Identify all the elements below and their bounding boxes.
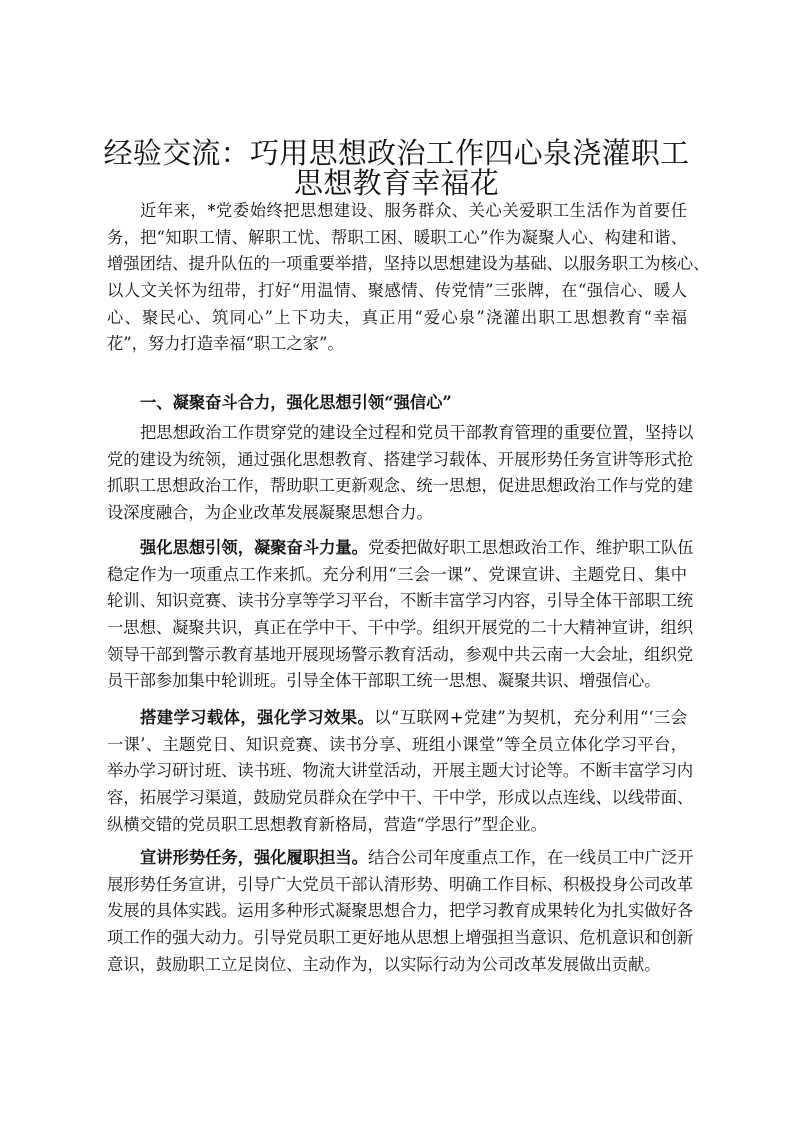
text-line: 领导干部到警示教育基地开展现场警示教育活动，参观中共云南一大会址，组织党 bbox=[107, 644, 694, 664]
text-line bbox=[107, 535, 694, 562]
text-line: 员干部参加集中轮训班。引导全体干部职工统一思想、凝聚共识、增强信心。 bbox=[107, 671, 661, 691]
text-line: 把思想政治工作贯穿党的建设全过程和党员干部教育管理的重要位置，坚持以 bbox=[140, 423, 694, 442]
text-line: 展形势任务宣讲，引导广大党员干部认清形势、明确工作目标、积极投身公司改革 bbox=[107, 874, 694, 894]
text-run: 党委把做好职工思想政治工作、维护职工队伍 bbox=[367, 538, 694, 557]
subsection-paragraph-1 bbox=[107, 535, 694, 695]
subsection-paragraph-3 bbox=[107, 845, 694, 978]
text-line bbox=[107, 705, 687, 732]
text-line: 增强团结、提升队伍的一项重要举措，坚持以思想建设为基础、以服务职工为核心、 bbox=[107, 254, 710, 274]
text-line: 设深度融合，为企业改革发展凝聚思想合力。 bbox=[107, 503, 433, 523]
lead-sentence: 强化思想引领，凝聚奋斗力量。 bbox=[140, 538, 368, 557]
text-line: 一课’、主题党日、知识竞赛、读书分享、班组小课堂”等全员立体化学习平台， bbox=[107, 734, 687, 754]
text-line: 项工作的强大动力。引导党员职工更好地从思想上增强担当意识、危机意识和创新 bbox=[107, 928, 694, 948]
text-line: 一思想、凝聚共识，真正在学中干、干中学。组织开展党的二十大精神宣讲，组织 bbox=[107, 618, 694, 638]
document-title-line-1: 经验交流：巧用思想政治工作四心泉浇灌职工 bbox=[103, 136, 690, 170]
section-heading bbox=[107, 390, 687, 417]
text-line: 轮训、知识竞赛、读书分享等学习平台，不断丰富学习内容，引导全体干部职工统 bbox=[107, 591, 694, 611]
text-line: 花”，努力打造幸福“职工之家”。 bbox=[107, 334, 344, 354]
intro-paragraph bbox=[107, 198, 710, 358]
text-line: 党的建设为统领，通过强化思想教育、搭建学习载体、开展形势任务宣讲等形式抢 bbox=[107, 449, 694, 469]
text-line bbox=[107, 845, 694, 872]
text-line: 意识，鼓励职工立足岗位、主动作为，以实际行动为公司改革发展做出贡献。 bbox=[107, 954, 661, 974]
section-paragraph bbox=[107, 420, 694, 527]
text-line: 纵横交错的党员职工思想教育新格局，营造“学思行”型企业。 bbox=[107, 814, 547, 834]
text-line: 务，把“知职工情、解职工忧、帮职工困、暖职工心”作为凝聚人心、构建和谐、 bbox=[107, 227, 687, 247]
lead-sentence: 宣讲形势任务，强化履职担当。 bbox=[140, 848, 368, 867]
text-line: 容，拓展学习渠道，鼓励党员群众在学中干、干中学，形成以点连线、以线带面、 bbox=[107, 788, 694, 808]
text-run: 以“互联网+党建”为契机，充分利用“‘三会 bbox=[374, 708, 687, 727]
text-line: 稳定作为一项重点工作来抓。充分利用“三会一课”、党课宣讲、主题党日、集中 bbox=[107, 564, 687, 584]
text-line: 心、聚民心、筑同心”上下功夫，真正用“爱心泉”浇灌出职工思想教育“幸福 bbox=[107, 307, 687, 327]
text-line: 抓职工思想政治工作，帮助职工更新观念、统一思想，促进思想政治工作与党的建 bbox=[107, 476, 694, 496]
lead-sentence: 搭建学习载体，强化学习效果。 bbox=[140, 708, 375, 727]
heading-text: 一、凝聚奋斗合力，强化思想引领“强信心” bbox=[140, 393, 452, 412]
document-title-line-2: 思想教育幸福花 bbox=[293, 166, 500, 200]
text-run: 结合公司年度重点工作，在一线员工中广泛开 bbox=[367, 848, 694, 867]
text-line: 近年来，*党委始终把思想建设、服务群众、关心关爱职工生活作为首要任 bbox=[140, 201, 687, 220]
text-line: 举办学习研讨班、读书班、物流大讲堂活动，开展主题大讨论等。不断丰富学习内 bbox=[107, 761, 694, 781]
text-line: 以人文关怀为纽带，打好“用温情、聚感情、传党情”三张牌，在“强信心、暖人 bbox=[107, 281, 687, 301]
subsection-paragraph-2 bbox=[107, 705, 694, 838]
text-line: 发展的具体实践。运用多种形式凝聚思想合力，把学习教育成果转化为扎实做好各 bbox=[107, 901, 694, 921]
